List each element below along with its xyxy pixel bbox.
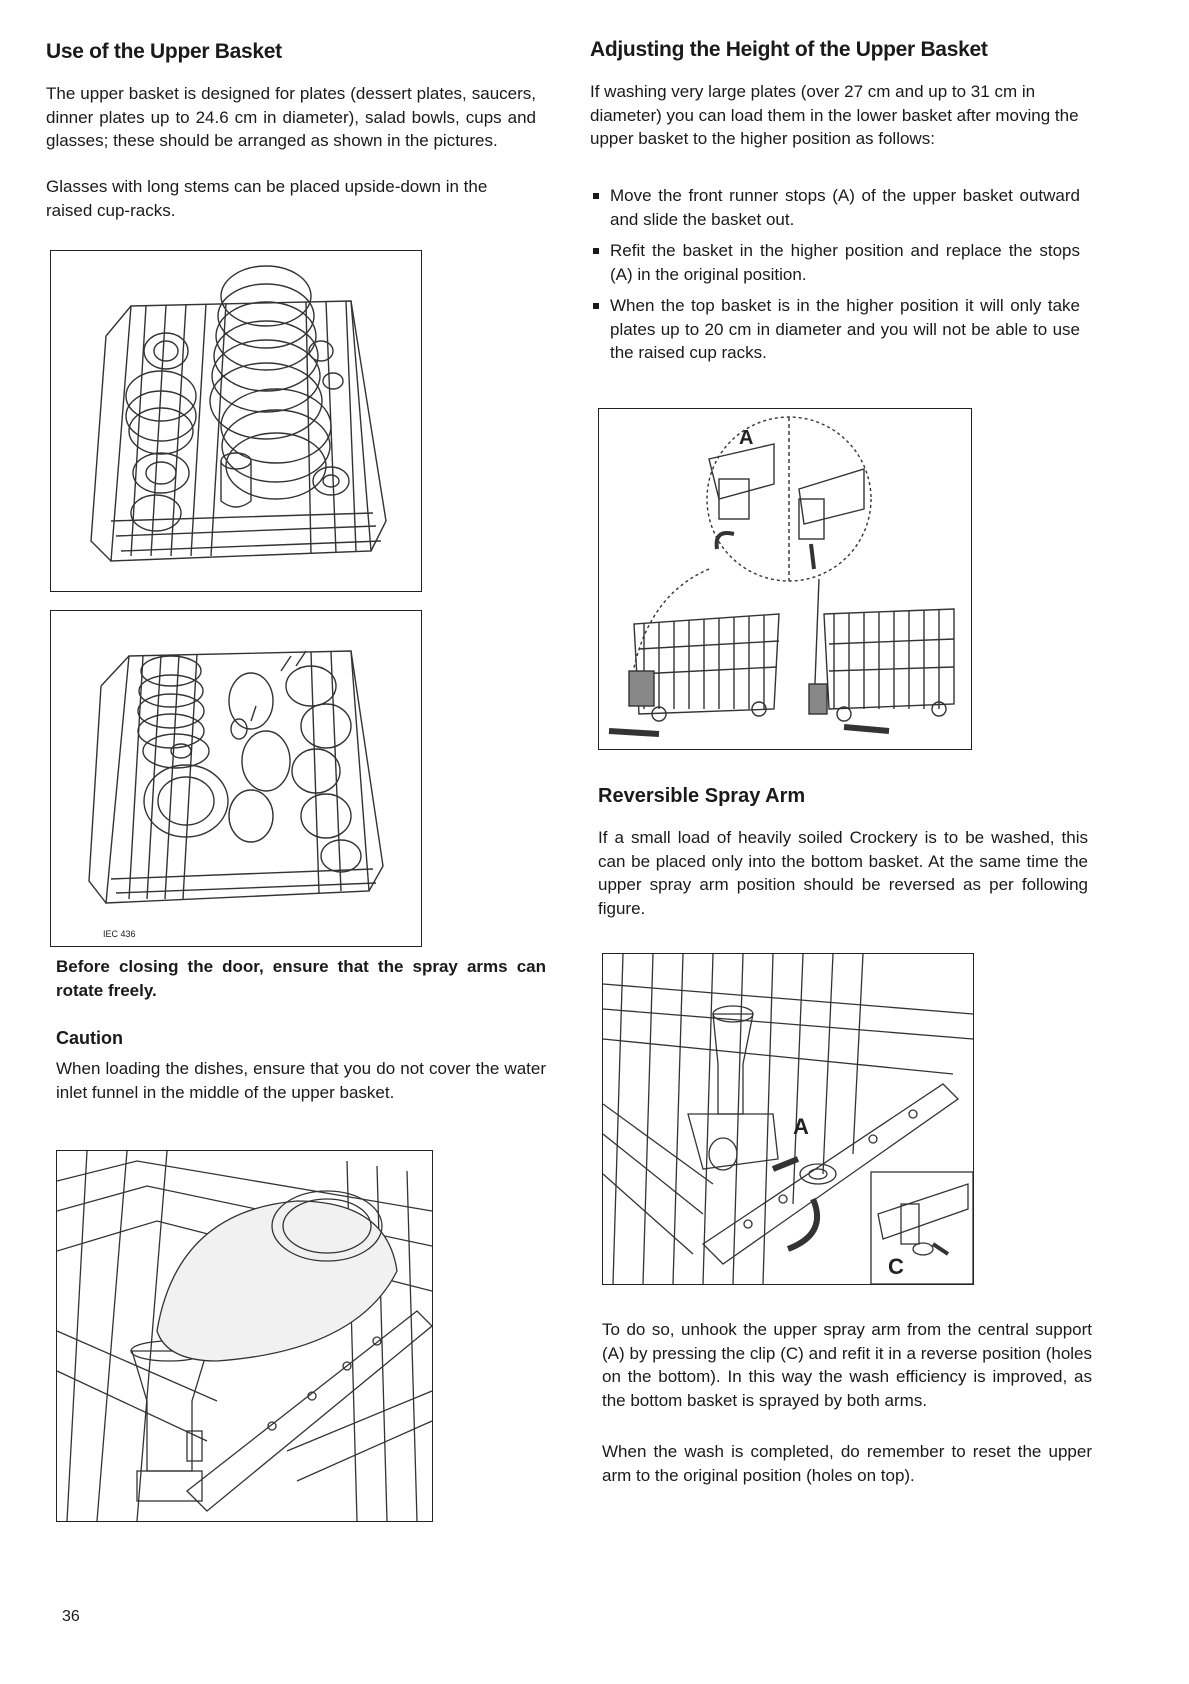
step-1: Move the front runner stops (A) of the upper basket outward and slide the basket out. [590, 184, 1080, 231]
figure-label-a: A [793, 1114, 809, 1139]
spray-arm-warning: Before closing the door, ensure that the spray arms can rotate freely. [56, 957, 546, 1000]
step-3: When the top basket is in the higher position it will only take plates up to 20 cm in diameter and you will not be able to use the raised cup racks. [590, 294, 1080, 365]
figure-water-inlet-funnel [56, 1150, 433, 1522]
figure-upper-basket-plates [50, 250, 422, 592]
long-stem-glasses-note: Glasses with long stems can be placed upside-down in the raised cup-racks. [46, 177, 488, 220]
caution-heading: Caution [56, 1028, 123, 1048]
spray-arm-instructions: To do so, unhook the upper spray arm from the central support (A) by pressing the clip (C) and refit it in a reverse position (holes on the bottom). In this way the wash efficiency is improved, as the bottom basket is sprayed by both arms. [602, 1320, 1092, 1410]
figure-upper-basket-cups [50, 610, 422, 947]
adjust-height-steps [590, 184, 1080, 373]
runner-stops-illustration [599, 409, 971, 749]
caution-text: When loading the dishes, ensure that you do not cover the water inlet funnel in the middle of the upper basket. [56, 1059, 546, 1102]
funnel-bowl-illustration [57, 1151, 432, 1521]
adjust-height-intro: If washing very large plates (over 27 cm and up to 31 cm in diameter) you can load them in the lower basket after moving the upper basket to the higher position as follows: [590, 82, 1079, 148]
upper-basket-intro: The upper basket is designed for plates (dessert plates, saucers, dinner plates up to 24.6 cm in diameter), salad bowls, cups and glasses; these should be arranged as shown in the pictures. [46, 84, 536, 150]
spray-arm-illustration [603, 954, 973, 1284]
figure-runner-stops [598, 408, 972, 750]
heading-upper-basket-use: Use of the Upper Basket [46, 40, 282, 63]
figure-label-c: C [888, 1254, 904, 1279]
spray-arm-reset-note: When the wash is completed, do remember to reset the upper arm to the original position (holes on top). [602, 1442, 1092, 1485]
basket-plates-illustration [51, 251, 421, 591]
spray-arm-intro: If a small load of heavily soiled Crockery is to be washed, this can be placed only into the bottom basket. At the same time the upper spray arm position should be reversed as per following figure. [598, 828, 1088, 918]
heading-reversible-spray-arm: Reversible Spray Arm [598, 785, 806, 807]
basket-cups-illustration [51, 611, 421, 946]
figure-code: IEC 436 [103, 929, 136, 939]
figure-spray-arm [602, 953, 974, 1285]
page-number: 36 [62, 1608, 80, 1625]
figure-label-a: A [739, 427, 754, 449]
heading-adjust-height: Adjusting the Height of the Upper Basket [590, 38, 988, 61]
step-2: Refit the basket in the higher position and replace the stops (A) in the original position. [590, 239, 1080, 286]
